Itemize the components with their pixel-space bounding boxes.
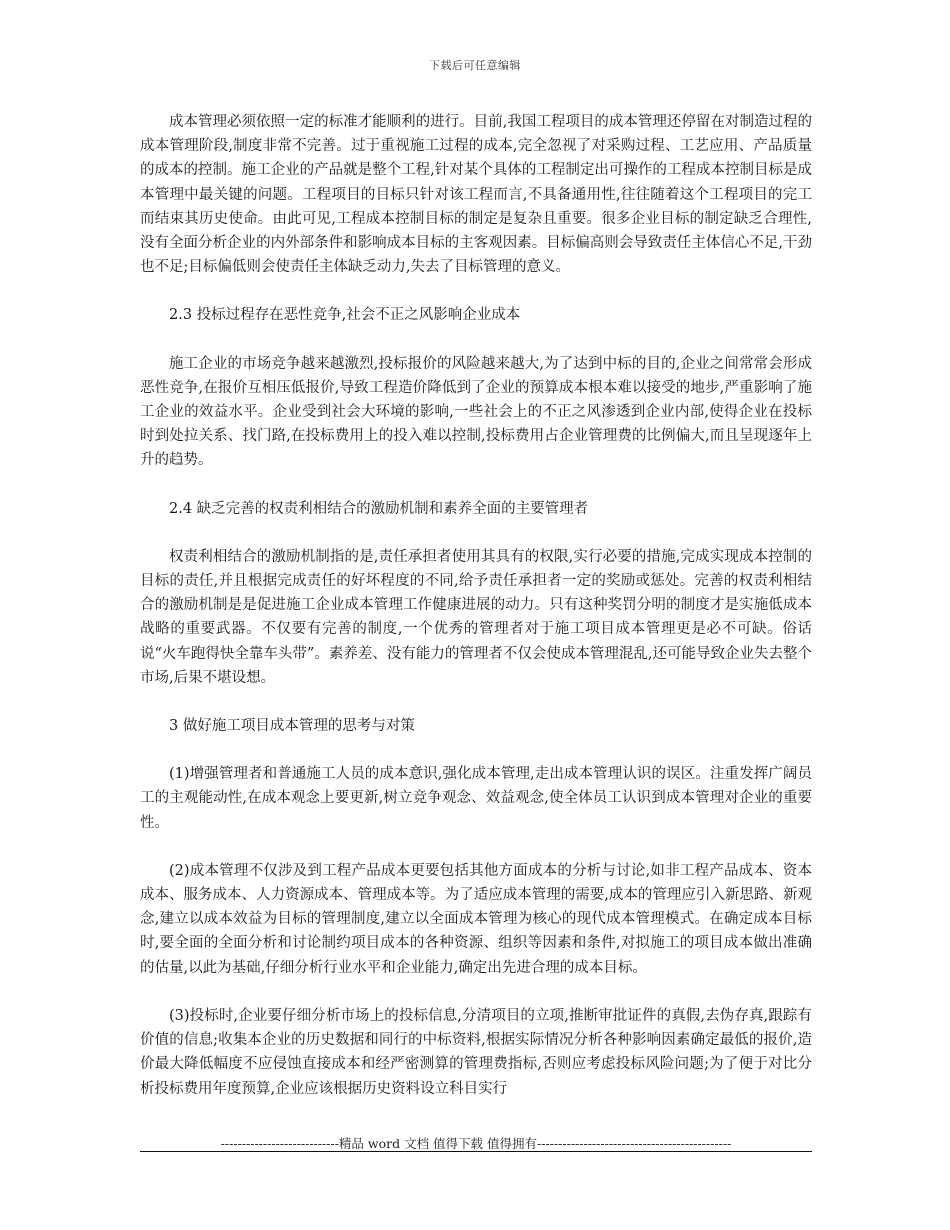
paragraph-bidding-competition: 施工企业的市场竞争越来越激烈,投标报价的风险越来越大,为了达到中标的目的,企业之间常常会形成恶性竞争,在报价互相压低报价,导致工程造价降低到了企业的预算成本根本难以接受的地步,严重影响了施工企业的效益水平。企业受到社会大环境的影响,一些社会上的不正之风渗透到企业内部,使得企业在投标时到处拉关系、找门路,在投标费用上的投入难以控制,投标费用占企业管理费的比例偏大,而且呈现逐年上升的趋势。 (140, 355, 812, 469)
paragraph-measure-1: (1)增强管理者和普通施工人员的成本意识,强化成本管理,走出成本管理认识的误区。注重发挥广阔员工的主观能动性,在成本观念上要更新,树立竞争观念、效益观念,使全体员工认识到成本管理对企业的重要性。 (140, 766, 812, 831)
page-footer: ----------------------------精品 word 文档 值得下载 值得拥有---------------------------------------------- (220, 1136, 732, 1151)
paragraph-measure-2: (2)成本管理不仅涉及到工程产品成本更要包括其他方面成本的分析与讨论,如非工程产品成本、资本成本、服务成本、人力资源成本、管理成本等。为了适应成本管理的需要,成本的管理应引入新思路、新观念,建立以成本效益为目标的管理制度,建立以全面成本管理为核心的现代成本管理模式。在确定成本目标时,要全面的全面分析和讨论制约项目成本的各种资源、组织等因素和条件,对拟施工的项目成本做出准确的估量,以此为基础,仔细分析行业水平和企业能力,确定出先进合理的成本目标。 (140, 862, 812, 976)
footer-divider (140, 1151, 812, 1152)
section-heading-3: 3 做好施工项目成本管理的思考与对策 (169, 718, 415, 735)
paragraph-measure-3: (3)投标时,企业要仔细分析市场上的投标信息,分清项目的立项,推断审批证件的真假,去伪存真,跟踪有价值的信息;收集本企业的历史数据和同行的中标资料,根据实际情况分析各种影响因素确定最低的报价,造价最大降低幅度不应侵蚀直接成本和经严密测算的管理费指标,否则应考虑投标风险问题;为了便于对比分析投标费用年度预算,企业应该根据历史资料设立科目实行 (140, 1007, 812, 1097)
paragraph-incentive-mechanism: 权责利相结合的激励机制指的是,责任承担者使用其具有的权限,实行必要的措施,完成实现成本控制的目标的责任,并且根据完成责任的好坏程度的不同,给予责任承担者一定的奖励或惩处。完善的权责利相结合的激励机制是是促进施工企业成本管理工作健康进展的动力。只有这种奖罚分明的制度才是实施低成本战略的重要武器。不仅要有完善的制度,一个优秀的管理者对于施工项目成本管理更是必不可缺。俗话说“火车跑得快全靠车头带”。素养差、没有能力的管理者不仅会使成本管理混乱,还可能导致企业失去整个市场,后果不堪设想。 (140, 548, 812, 686)
section-heading-2-4: 2.4 缺乏完善的权责利相结合的激励机制和素养全面的主要管理者 (169, 500, 589, 517)
page-header: 下载后可任意编辑 (429, 59, 521, 72)
section-heading-2-3: 2.3 投标过程存在恶性竞争,社会不正之风影响企业成本 (169, 307, 521, 324)
document-body (140, 110, 812, 1125)
paragraph-cost-standard: 成本管理必须依照一定的标准才能顺利的进行。目前,我国工程项目的成本管理还停留在对制造过程的成本管理阶段,制度非常不完善。过于重视施工过程的成本,完全忽视了对采购过程、工艺应用、产品质量的成本的控制。施工企业的产品就是整个工程,针对某个具体的工程制定出可操作的工程成本控制目标是成本管理中最关键的问题。工程项目的目标只针对该工程而言,不具备通用性,往往随着这个工程项目的完工而结束其历史使命。由此可见,工程成本控制目标的制定是复杂且重要。很多企业目标的制定缺乏合理性,没有全面分析企业的内外部条件和影响成本目标的主客观因素。目标偏高则会导致责任主体信心不足,干劲也不足;目标偏低则会使责任主体缺乏动力,失去了目标管理的意义。 (140, 114, 812, 276)
